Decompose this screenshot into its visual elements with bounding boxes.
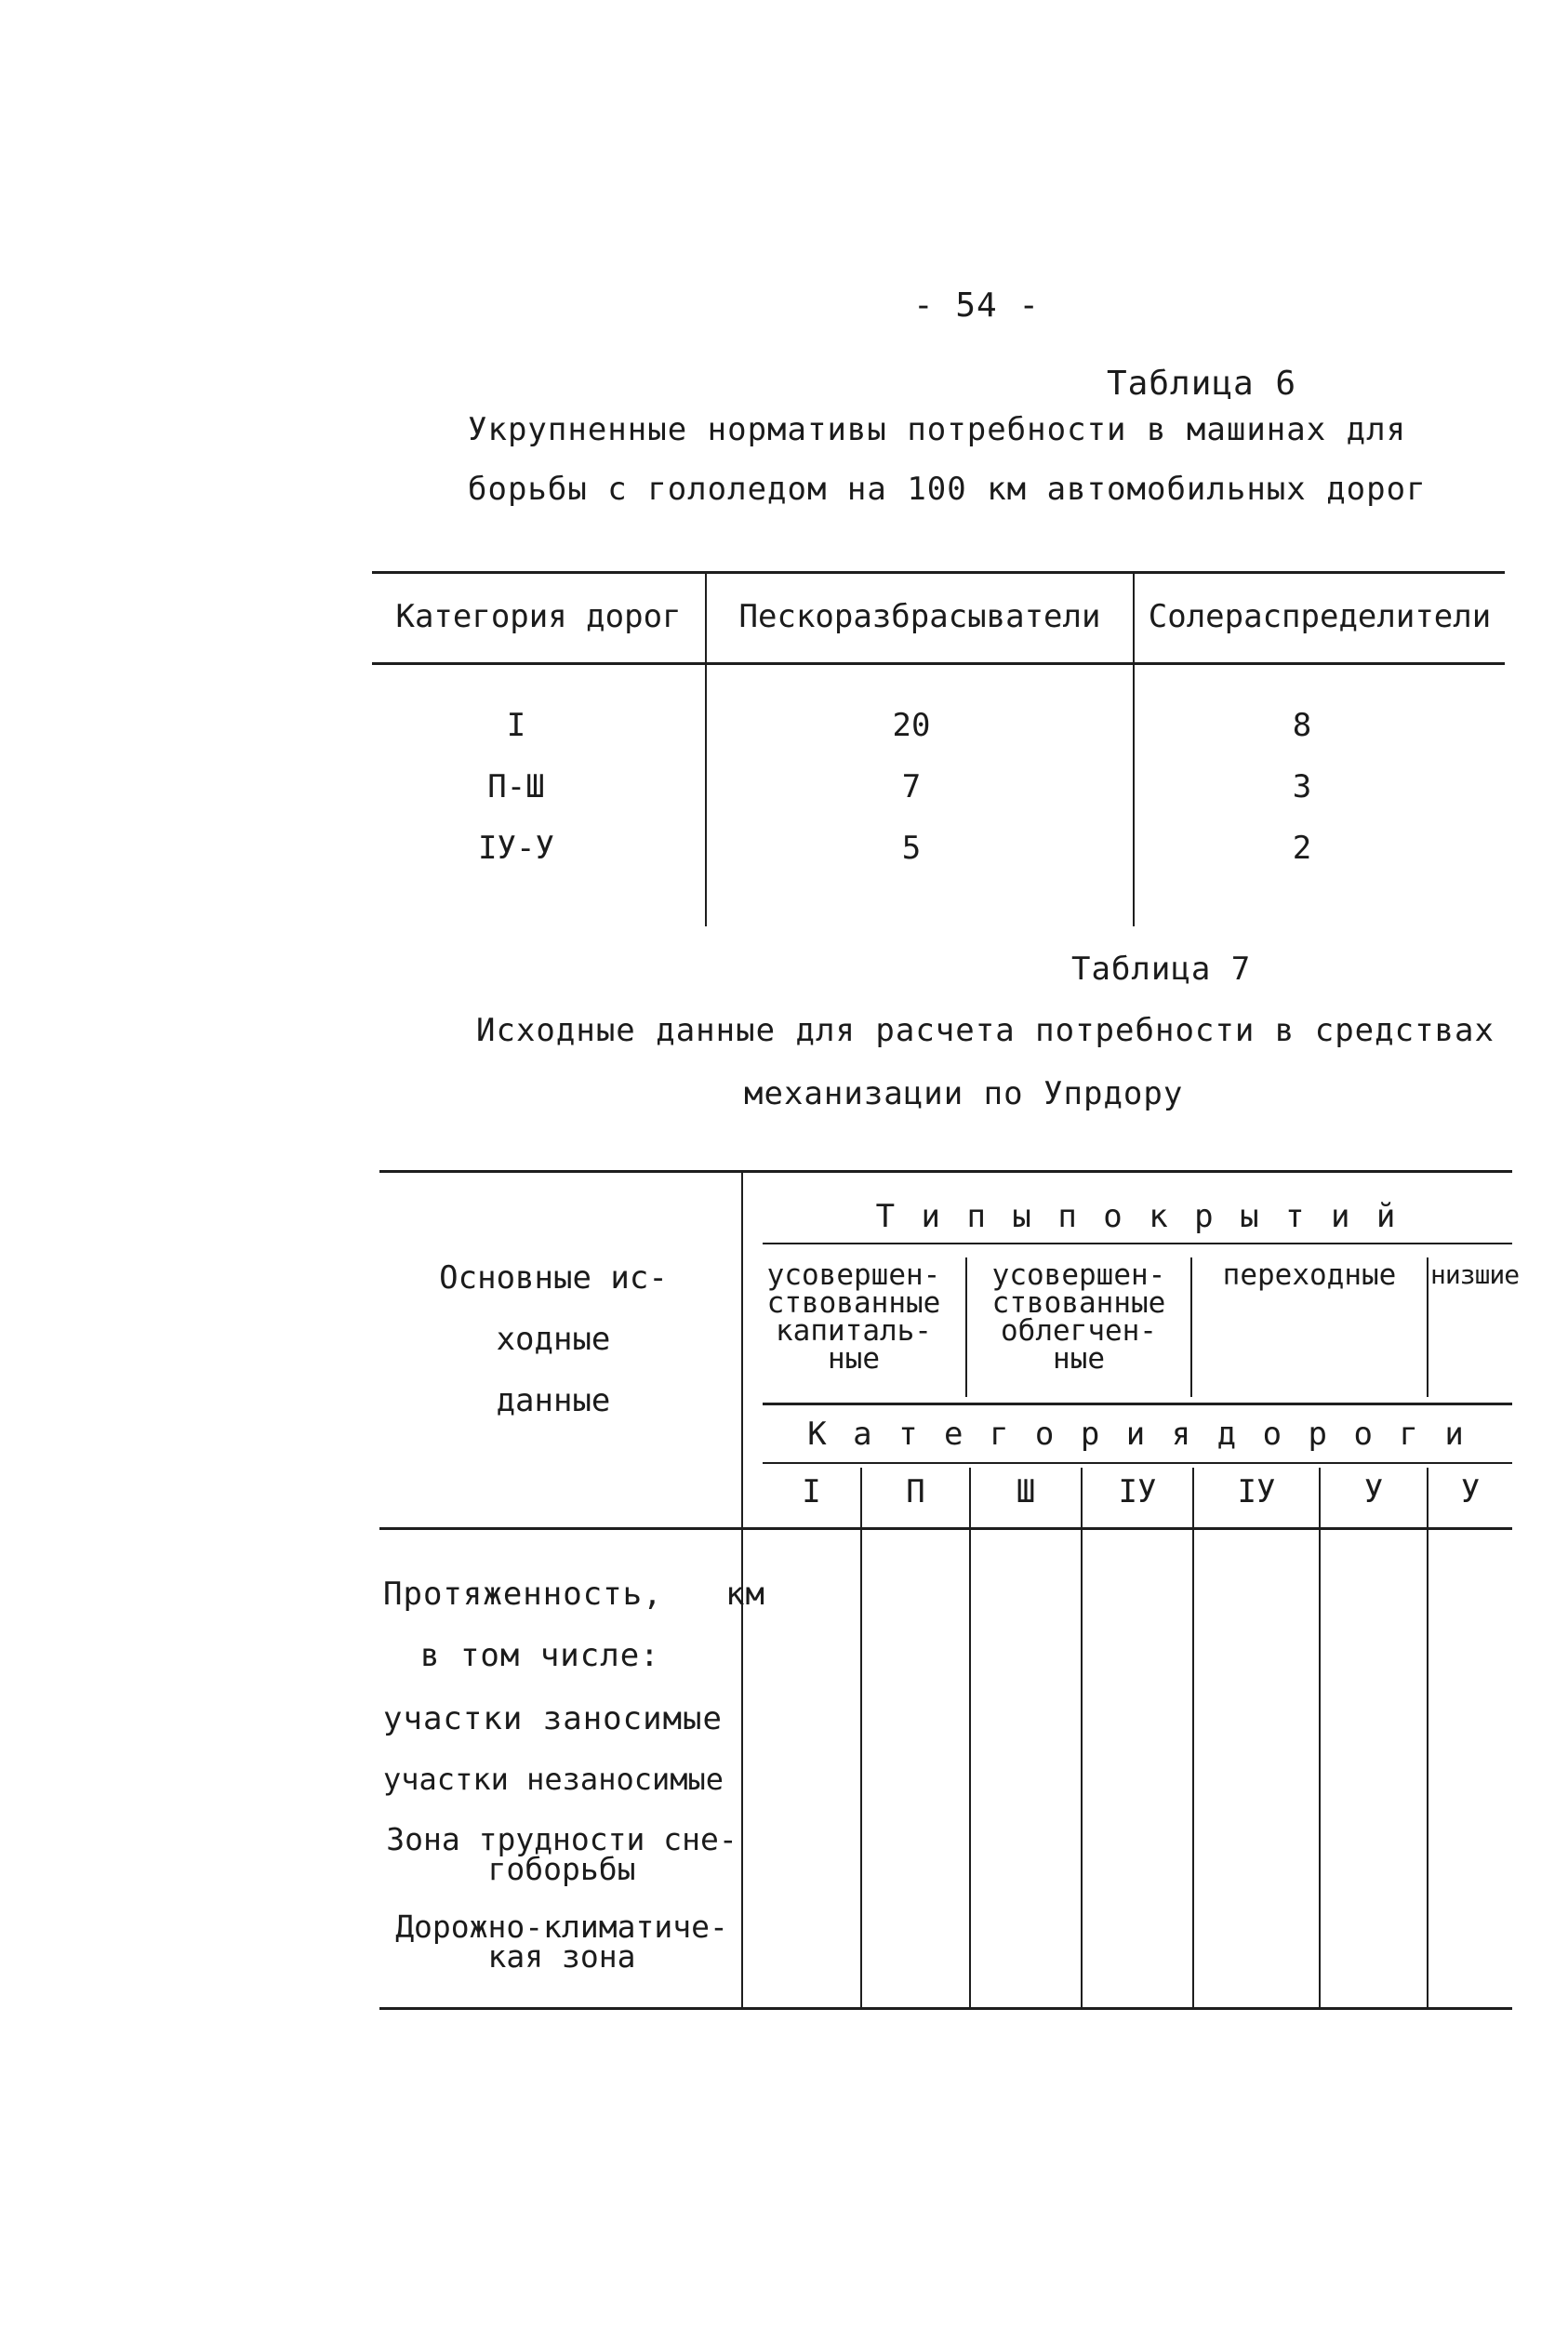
table7-types-header: Т и п ы п о к р ы т и й	[875, 1198, 1400, 1235]
table7-cat-6: У	[1363, 1473, 1384, 1510]
table7-type-4	[1430, 1259, 1520, 1290]
table7-vline-cat-4	[1192, 1468, 1194, 2007]
table7-row-snow-zone-line1: Зона трудности сне-	[386, 1821, 737, 1857]
table7-vline-type-1	[965, 1257, 967, 1397]
table7-vline-cat-1	[860, 1468, 862, 2007]
table7-type-1-line4: ные	[828, 1342, 880, 1376]
table6-row2-category: П-Ш	[487, 768, 545, 805]
table7-row-length-unit: км	[725, 1576, 766, 1613]
table7-type-4-line1: низшие	[1430, 1259, 1520, 1290]
table7-type-2-line3: облегчен-	[1001, 1314, 1157, 1348]
table7-type-3	[1194, 1258, 1425, 1292]
table7-cat-3: Ш	[1016, 1473, 1036, 1510]
table7-type-2	[969, 1258, 1189, 1376]
table7-title-line2: механизации по Упрдору	[744, 1075, 1184, 1112]
table6-top-rule	[372, 571, 1505, 574]
table6-row1-category: I	[506, 707, 526, 744]
table6-title-line2: борьбы с гололедом на 100 км автомобильных дорог	[468, 471, 1427, 508]
table6-label: Таблица 6	[1107, 365, 1297, 403]
table6-row3-sand: 5	[901, 830, 922, 867]
table7-cat-2: П	[906, 1473, 925, 1510]
table7-vline-cat-6	[1427, 1468, 1428, 2007]
table7-numbers-rule	[763, 1462, 1512, 1464]
table7-type-2-line4: ные	[1053, 1342, 1105, 1376]
table6-row2-sand: 7	[901, 768, 922, 805]
table6-header-category: Категория дорог	[395, 598, 682, 635]
table6-header-rule	[372, 662, 1505, 665]
table7-row-snow-zone	[383, 1821, 740, 1887]
table7-cat-7: У	[1460, 1473, 1481, 1510]
table7-cat-4: IУ	[1118, 1473, 1157, 1510]
table7-row-climate-zone-line1: Дорожно-климатиче-	[395, 1909, 728, 1945]
page-number: - 54 -	[912, 286, 1041, 325]
table6-row1-salt: 8	[1292, 707, 1312, 744]
table7-type-1-line1: усовершен-	[766, 1258, 941, 1292]
table7-row-not-drifted: участки незаносимые	[383, 1762, 724, 1797]
table7-type-2-line2: ствованные	[991, 1286, 1166, 1320]
table7-head-main-line2: ходные	[496, 1321, 611, 1358]
table7-bottom-rule	[379, 2007, 1512, 2010]
table7-header-bottom-rule	[379, 1527, 1512, 1530]
table7-vline-cat-5	[1319, 1468, 1321, 2007]
table7-category-rule	[763, 1403, 1512, 1405]
table7-head-main-line1: Основные ис-	[439, 1259, 668, 1297]
table7-row-length-label: Протяженность,	[383, 1576, 663, 1613]
table7-row-drifted: участки заносимые	[383, 1700, 723, 1737]
table7-title-line1: Исходные данные для расчета потребности в средствах	[476, 1012, 1495, 1049]
table6-row2-salt: 3	[1292, 768, 1312, 805]
table7-top-rule	[379, 1170, 1512, 1173]
table7-type-2-line1: усовершен-	[991, 1258, 1166, 1292]
table7-types-rule	[763, 1243, 1512, 1244]
table7-head-main-line3: данные	[496, 1382, 611, 1419]
table7-category-header: К а т е г о р и я д о р о г и	[807, 1416, 1468, 1453]
table7-vline-type-2	[1190, 1257, 1192, 1397]
table7-row-length	[383, 1576, 765, 1613]
table7-label: Таблица 7	[1071, 951, 1252, 988]
table7-type-3-line1: переходные	[1222, 1258, 1397, 1292]
table7-cat-5: IУ	[1237, 1473, 1276, 1510]
table7-vline-type-3	[1427, 1257, 1428, 1397]
table7-cat-1: I	[802, 1473, 821, 1510]
table7-row-including: в том числе:	[420, 1637, 660, 1674]
table7-vline-cat-2	[969, 1468, 971, 2007]
table7-row-snow-zone-line2: гоборьбы	[487, 1851, 636, 1887]
table6-row3-category: IУ-У	[478, 830, 554, 867]
table6-title-line1: Укрупненные нормативы потребности в машинах для	[468, 411, 1407, 448]
table7-type-1-line3: капиталь-	[776, 1314, 932, 1348]
table7-type-1-line2: ствованные	[766, 1286, 941, 1320]
table6-header-salt: Солераспределители	[1148, 598, 1492, 635]
table7-row-climate-zone	[383, 1909, 740, 1975]
table7-type-1	[744, 1258, 963, 1376]
table6-row3-salt: 2	[1292, 830, 1312, 867]
table6-row1-sand: 20	[892, 707, 931, 744]
table7-vline-cat-3	[1081, 1468, 1083, 2007]
table6-header-sand: Пескоразбрасыватели	[738, 598, 1101, 635]
table7-row-climate-zone-line2: кая зона	[487, 1938, 636, 1975]
